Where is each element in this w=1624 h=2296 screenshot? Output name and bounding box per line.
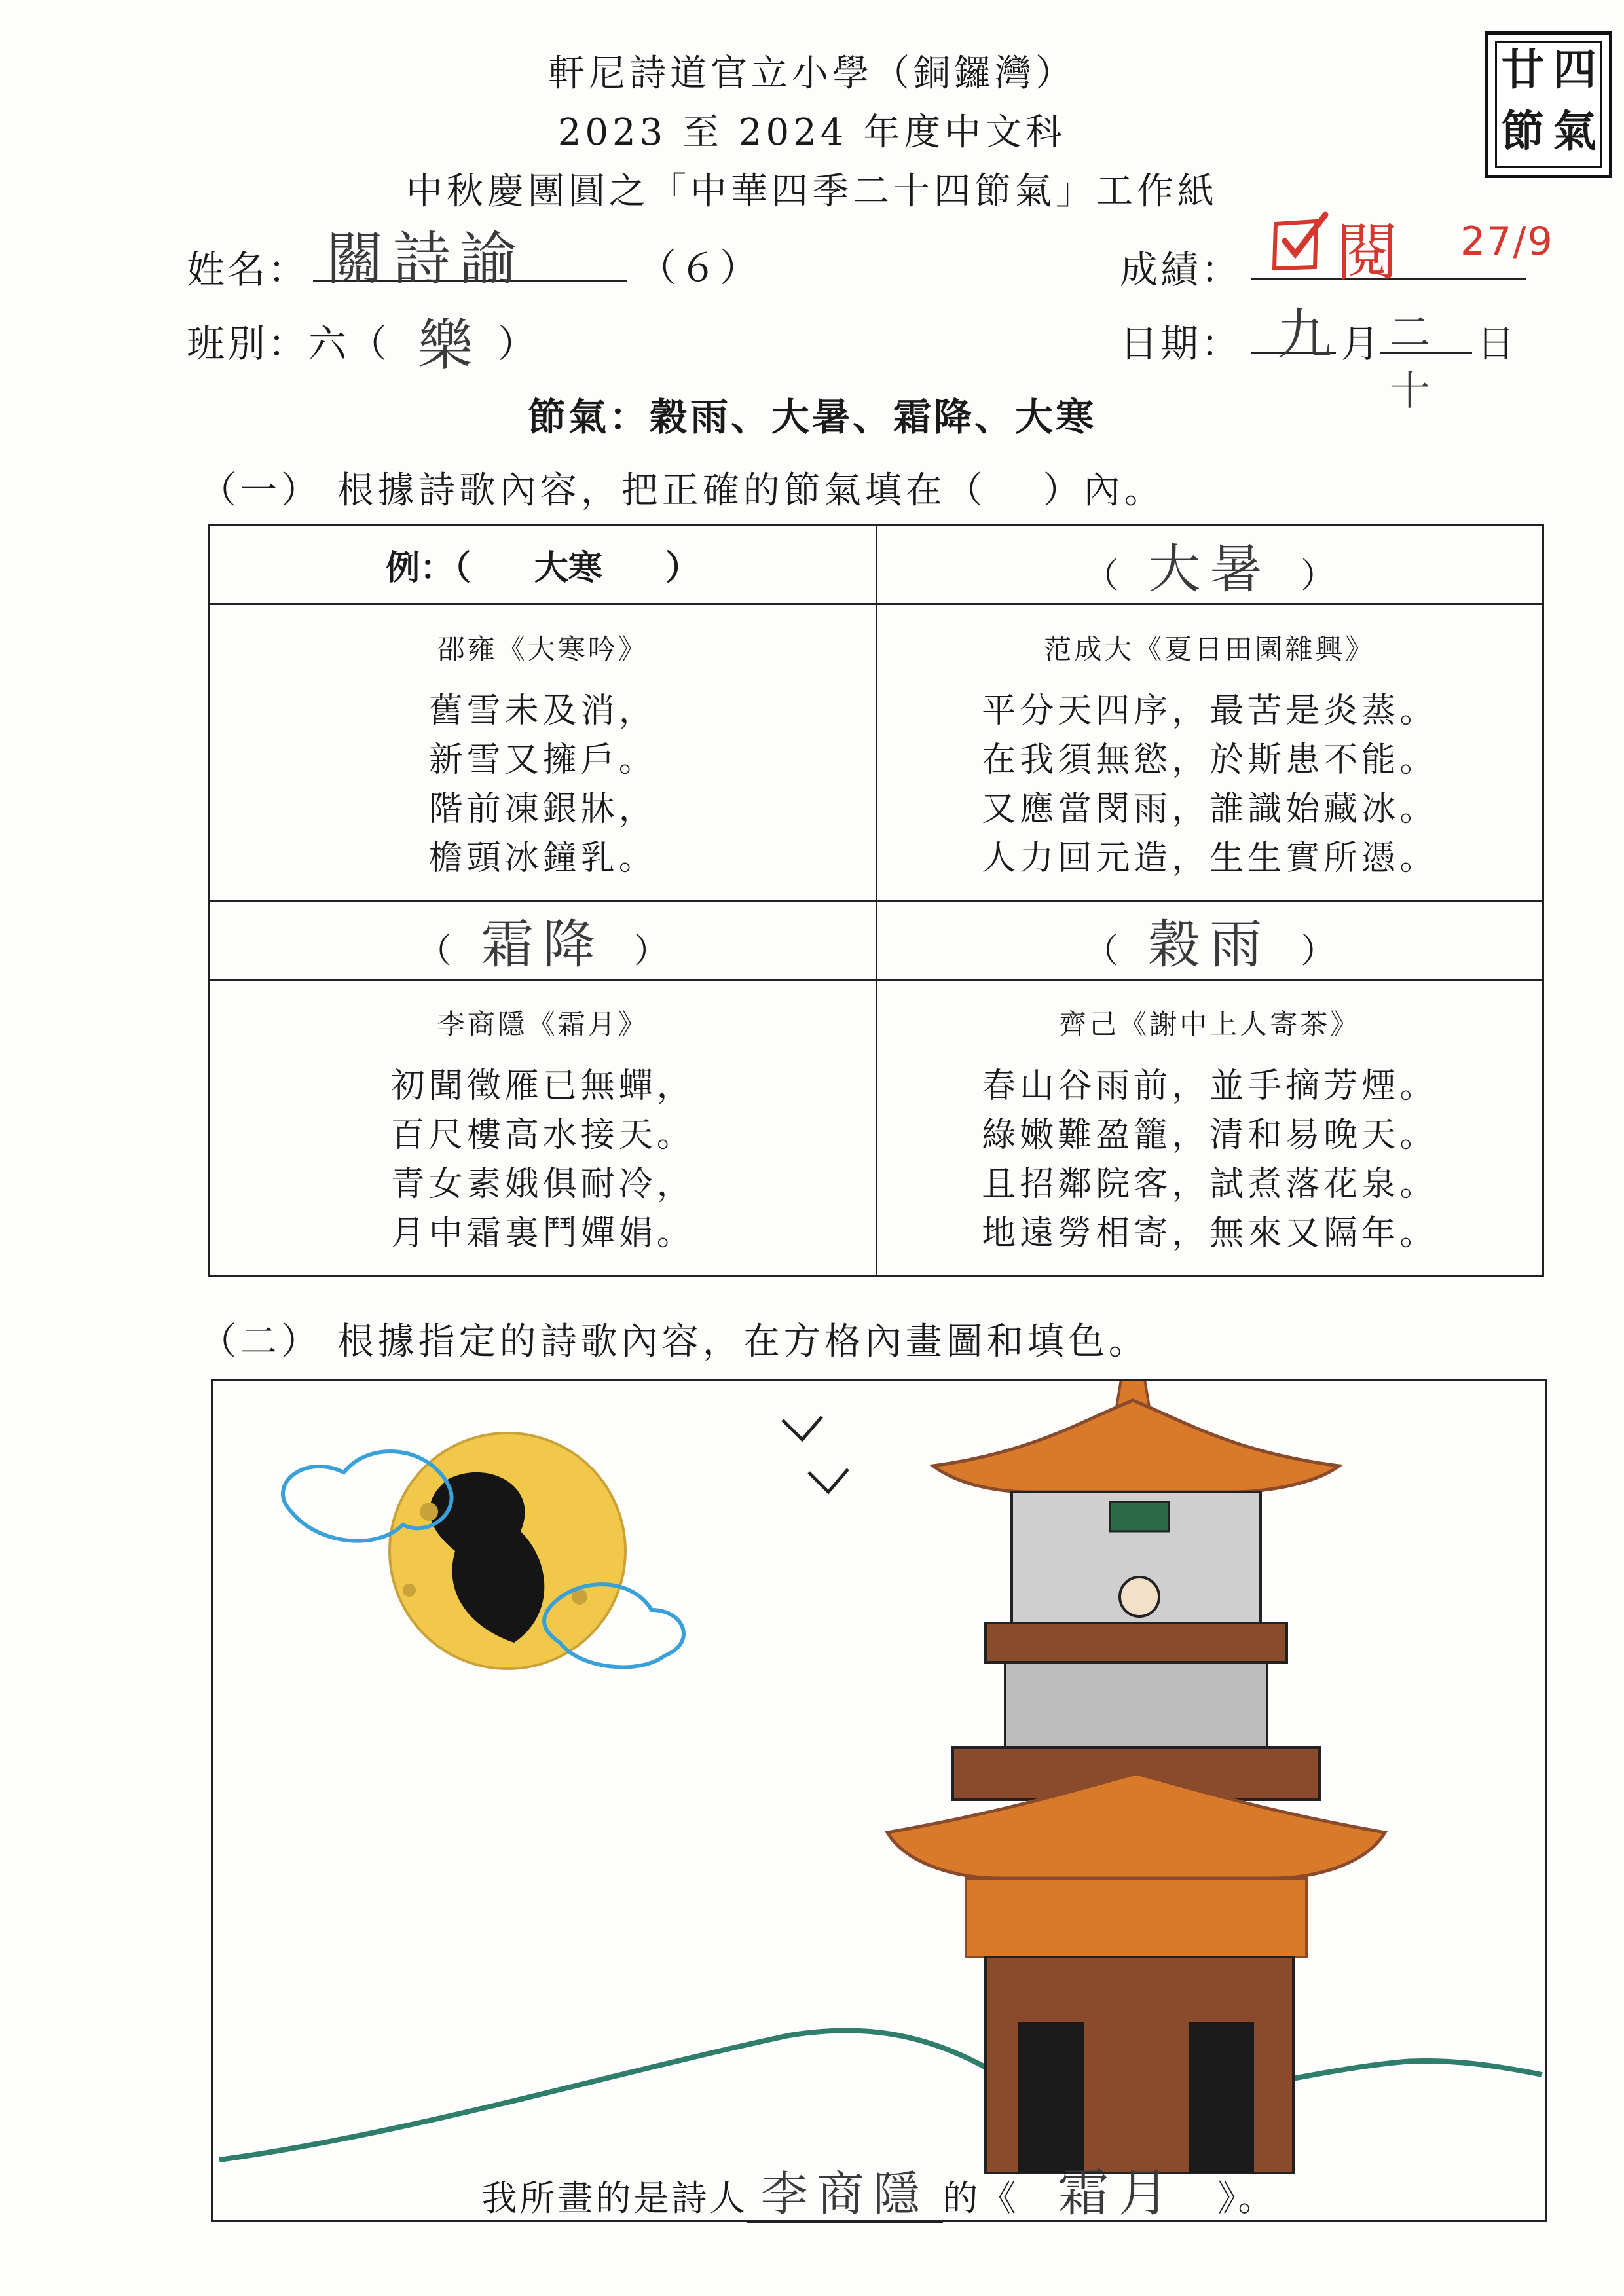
date-day: 二十	[1390, 308, 1432, 414]
poem-cell	[210, 979, 877, 1276]
answer-handwritten: 穀雨	[1148, 914, 1272, 975]
stamp-char: 氣	[1553, 106, 1596, 156]
drawing-caption	[213, 2152, 1545, 2225]
student-drawing	[213, 1381, 1545, 2220]
answer-prefix: （	[417, 932, 452, 971]
poem-line: 月中霜裏鬥嬋娟。	[390, 1214, 695, 1254]
answer-cell[interactable]	[210, 525, 877, 604]
poem-line: 舊雪未及消，	[428, 691, 657, 731]
answer-suffix: ）	[633, 932, 668, 971]
answer-cell[interactable]	[876, 900, 1543, 979]
class-close: ）	[498, 321, 539, 366]
name-label: 姓名：	[187, 247, 309, 292]
poem-line: 新雪又擁戶。	[428, 740, 657, 780]
poem-line: 百尺樓高水接天。	[390, 1116, 695, 1156]
poem-line: 且招鄰院客，試煮落花泉。	[982, 1165, 1438, 1205]
stamp-char: 廿	[1501, 45, 1545, 95]
answer-example: 大寒	[534, 547, 602, 588]
caption-suffix: 》。	[1217, 2178, 1276, 2219]
school-year-subject: 2023 至 2024 年度中文科	[557, 111, 1067, 154]
answer-cell[interactable]	[210, 900, 877, 979]
class-number: （６）	[638, 246, 761, 290]
date-day-field[interactable]	[1380, 302, 1472, 414]
poem-line: 初聞徵雁已無蟬，	[390, 1066, 695, 1106]
date-day-unit: 日	[1477, 321, 1518, 366]
hill-line	[219, 2031, 1542, 2160]
name-value: 關詩諭	[326, 225, 527, 293]
poem-line: 青女素娥俱耐冷，	[390, 1165, 695, 1205]
solar-terms-list: 節氣：穀雨、大暑、霜降、大寒	[527, 395, 1096, 439]
poem-line: 階前凍銀牀，	[428, 789, 657, 829]
poem-table	[208, 524, 1544, 1277]
grade-date-note: 27/9	[1460, 219, 1554, 264]
drawing-box[interactable]	[211, 1379, 1547, 2222]
poem-cell	[210, 604, 877, 901]
date-month: 九	[1277, 302, 1342, 367]
bird-drawing	[809, 1469, 848, 1492]
section1-instruction: （一） 根據詩歌內容，把正確的節氣填在（ ）內。	[200, 469, 1165, 512]
answer-prefix: （	[1084, 556, 1119, 596]
poem-line: 檐頭冰鐘乳。	[428, 838, 657, 878]
poem-line: 又應當閔雨，誰識始藏冰。	[982, 789, 1438, 829]
date-month-field[interactable]	[1251, 302, 1342, 367]
poem-cell	[876, 604, 1543, 901]
poem-line: 人力回元造，生生實所憑。	[982, 838, 1438, 878]
poem-line: 綠嫩難盈籠，清和易晚天。	[982, 1116, 1438, 1156]
answer-handwritten: 大暑	[1148, 538, 1272, 600]
caption-prefix: 我所畫的是詩人	[481, 2178, 748, 2219]
solar-terms-stamp	[1485, 31, 1612, 178]
read-mark: 閱	[1336, 216, 1408, 289]
answer-suffix: ）	[665, 547, 700, 588]
check-mark-icon	[1270, 210, 1329, 272]
section2-instruction: （二） 根據指定的詩歌內容，在方格內畫圖和填色。	[200, 1321, 1149, 1363]
poem-line: 在我須無慾，於斯患不能。	[982, 740, 1438, 780]
caption-middle: 的《	[942, 2178, 1019, 2219]
poem-line: 春山谷雨前，並手摘芳煙。	[982, 1066, 1438, 1106]
bird-drawing	[783, 1417, 822, 1440]
stamp-char: 四	[1553, 45, 1596, 95]
poem-cell	[876, 979, 1543, 1276]
poem-line: 平分天四序，最苦是炎蒸。	[982, 691, 1438, 731]
answer-prefix: （	[1084, 932, 1119, 971]
caption-poet: 李商隱	[747, 2166, 942, 2223]
grade-field[interactable]	[1251, 216, 1554, 289]
worksheet-title: 中秋慶團圓之「中華四季二十四節氣」工作紙	[406, 170, 1218, 213]
answer-cell[interactable]	[876, 525, 1543, 604]
class-value: 樂	[418, 313, 483, 377]
stamp-char: 節	[1501, 106, 1545, 156]
poet-title: 李商隱《霜月》	[437, 1008, 648, 1041]
answer-prefix: 例：（	[386, 547, 471, 588]
date-month-unit: 月	[1341, 321, 1382, 366]
answer-handwritten: 霜降	[481, 914, 604, 975]
name-field[interactable]	[313, 223, 627, 293]
poem-line: 地遠勞相寄，無來又隔年。	[982, 1214, 1438, 1254]
date-label: 日期：	[1120, 321, 1242, 366]
caption-poem: 霜月	[1058, 2164, 1179, 2223]
poet-title: 范成大《夏日田園雜興》	[1044, 632, 1376, 665]
moon-drawing	[390, 1433, 625, 1669]
poet-title: 齊己《謝中上人寄茶》	[1059, 1008, 1361, 1041]
school-name: 軒尼詩道官立小學（銅鑼灣）	[548, 52, 1076, 95]
answer-suffix: ）	[1301, 556, 1335, 596]
poet-title: 邵雍《大寒吟》	[437, 632, 648, 665]
answer-suffix: ）	[1301, 932, 1335, 971]
class-label: 班別：六（	[187, 321, 390, 366]
grade-label: 成績：	[1120, 247, 1242, 292]
